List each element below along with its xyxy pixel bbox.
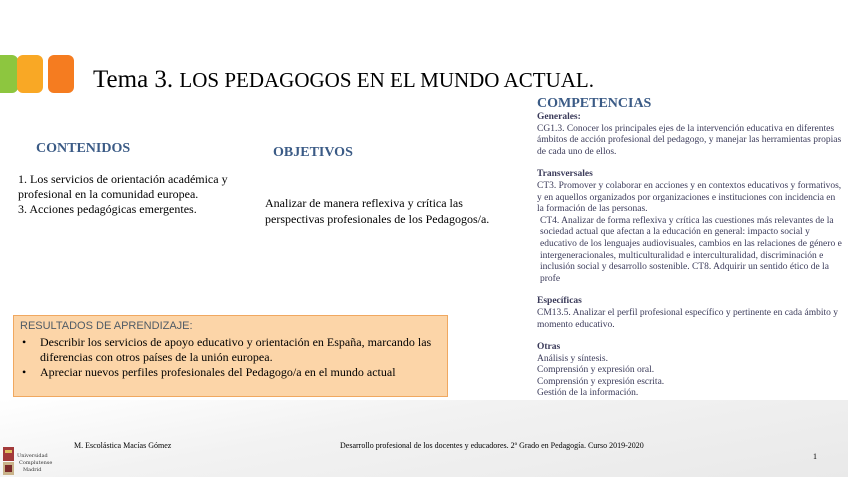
otras-item: Comprensión y expresión oral. (537, 365, 655, 376)
logo-line: Complutense (19, 460, 53, 466)
university-logo (2, 445, 53, 477)
objetivos-text: Analizar de manera reflexiva y crítica las perspectivas profesionales de los Pedagogos/a. (265, 196, 490, 226)
especificas-label: Específicas (537, 296, 582, 307)
otras-item: Análisis y síntesis. (537, 353, 608, 364)
bullet-icon: • (22, 365, 27, 379)
bullet-icon: • (22, 335, 27, 349)
otras-label: Otras (537, 342, 561, 353)
contenidos-list (18, 172, 258, 217)
resultados-item (20, 365, 440, 380)
resultados-item (20, 335, 440, 365)
title-text: LOS PEDAGOGOS EN EL MUNDO ACTUAL. (179, 68, 594, 92)
logo-line: Madrid (23, 467, 42, 473)
decor-orange-block (48, 55, 74, 93)
slide-title (93, 66, 594, 94)
resultados-item-text: Apreciar nuevos perfiles profesionales del Pedagogo/a en el mundo actual (40, 365, 396, 379)
competencias-panel (537, 96, 842, 412)
footer-author: M. Escolástica Macías Gómez (74, 441, 172, 450)
otras-item: Comprensión y expresión escrita. (537, 376, 665, 387)
resultados-list (20, 335, 440, 380)
objetivos-heading: OBJETIVOS (273, 145, 353, 160)
especificas-text: CM13.5. Analizar el perfil profesional específico y pertinente en cada ámbito y momento educativo. (537, 307, 838, 330)
transversales-text-1: CT3. Promover y colaborar en acciones y en contextos educativos y formativos, y en aquellos organizados por organizaciones e instituciones con incidencia en la formación de las personas. (537, 180, 842, 215)
contenidos-item: 3. Acciones pedagógicas emergentes. (18, 202, 197, 216)
title-number: Tema 3. (93, 66, 174, 93)
transversales-label: Transversales (537, 169, 593, 180)
page-number: 1 (813, 452, 817, 461)
resultados-heading: RESULTADOS DE APRENDIZAJE: (20, 320, 193, 332)
contenidos-item: 1. Los servicios de orientación académica y profesional en la comunidad europea. (18, 172, 228, 201)
logo-line: Universidad (17, 453, 48, 459)
generales-label: Generales: (537, 112, 581, 122)
decor-green-block (0, 55, 18, 93)
resultados-item-text: Describir los servicios de apoyo educativo y orientación en España, marcando las diferencias con otros países de la unión europea. (40, 335, 432, 364)
footer-course: Desarrollo profesional de los docentes y educadores. 2º Grado en Pedagogía. Curso 2019-2020 (340, 441, 644, 450)
contenidos-heading: CONTENIDOS (36, 141, 131, 156)
generales-text: CG1.3. Conocer los principales ejes de la intervención educativa en diferentes ámbitos de acción profesional del pedagogo, y manejar las herramientas propias de cada uno de ellos. (537, 123, 842, 157)
competencias-heading: COMPETENCIAS (537, 96, 652, 111)
footer-band (0, 400, 848, 477)
transversales-text-2: CT4. Analizar de forma reflexiva y crítica las cuestiones más relevantes de la sociedad actual que afectan a la educación en general: impacto social y educativo de los lenguajes audiovisuales, cambios en las relaciones de género e intergeneracionales, multiculturalidad e interculturalidad, discriminación e inclusión social y desarrollo sostenible. CT8. Adquirir un sentido ético de la profe (540, 215, 842, 284)
resultados-box (13, 315, 448, 397)
otras-item: Gestión de la información. (537, 388, 639, 399)
decor-yellow-block (17, 55, 43, 93)
